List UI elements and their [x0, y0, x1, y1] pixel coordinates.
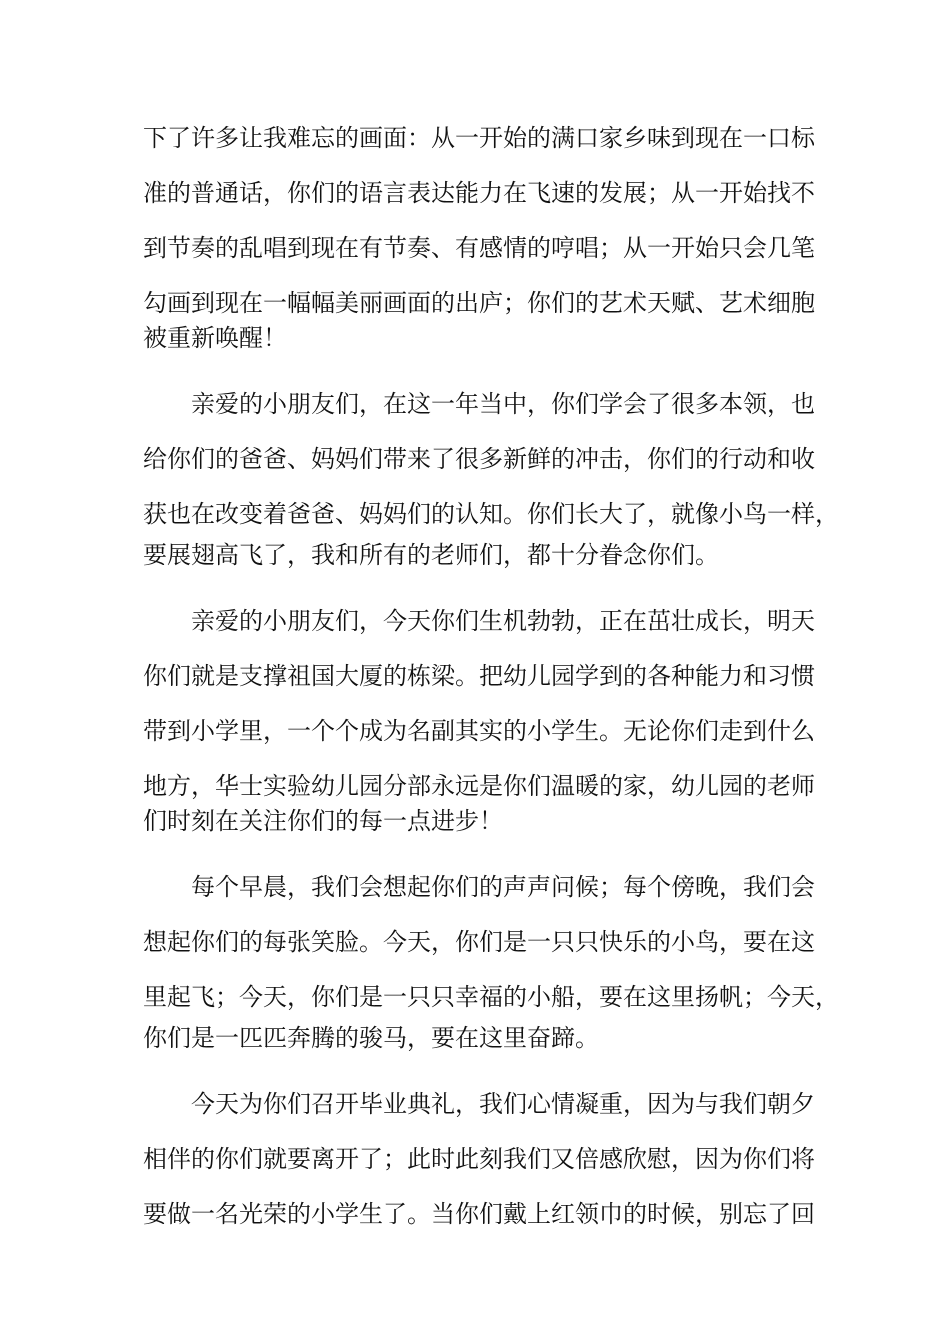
text-line: 里起飞；今天，你们是一只只幸福的小船，要在这里扬帆；今天，	[143, 983, 839, 1011]
text-line: 勾画到现在一幅幅美丽画面的出庐；你们的艺术天赋、艺术细胞	[143, 289, 815, 317]
text-line: 要做一名光荣的小学生了。当你们戴上红领巾的时候，别忘了回	[143, 1200, 815, 1228]
text-line: 给你们的爸爸、妈妈们带来了很多新鲜的冲击，你们的行动和收	[143, 445, 815, 473]
text-line: 到节奏的乱唱到现在有节奏、有感情的哼唱；从一开始只会几笔	[143, 234, 815, 262]
text-line: 们时刻在关注你们的每一点进步！	[143, 807, 503, 835]
text-line: 准的普通话，你们的语言表达能力在飞速的发展；从一开始找不	[143, 179, 815, 207]
text-line: 你们是一匹匹奔腾的骏马，要在这里奋蹄。	[143, 1024, 599, 1052]
text-line: 你们就是支撑祖国大厦的栋梁。把幼儿园学到的各种能力和习惯	[143, 662, 815, 690]
text-line: 带到小学里，一个个成为名副其实的小学生。无论你们走到什么	[143, 717, 815, 745]
text-line: 要展翅高飞了，我和所有的老师们，都十分眷念你们。	[143, 541, 719, 569]
text-line: 亲爱的小朋友们，在这一年当中，你们学会了很多本领，也	[191, 390, 815, 418]
text-line: 下了许多让我难忘的画面：从一开始的满口家乡味到现在一口标	[143, 124, 815, 152]
text-line: 今天为你们召开毕业典礼，我们心情凝重，因为与我们朝夕	[191, 1090, 815, 1118]
text-line: 想起你们的每张笑脸。今天，你们是一只只快乐的小鸟，要在这	[143, 928, 815, 956]
text-line: 被重新唤醒！	[143, 324, 287, 352]
text-line: 相伴的你们就要离开了；此时此刻我们又倍感欣慰，因为你们将	[143, 1145, 815, 1173]
text-line: 亲爱的小朋友们，今天你们生机勃勃，正在茁壮成长，明天	[191, 607, 815, 635]
text-line: 地方，华士实验幼儿园分部永远是你们温暖的家，幼儿园的老师	[143, 772, 815, 800]
text-line: 每个早晨，我们会想起你们的声声问候；每个傍晚，我们会	[191, 873, 815, 901]
text-line: 获也在改变着爸爸、妈妈们的认知。你们长大了，就像小鸟一样，	[143, 500, 839, 528]
